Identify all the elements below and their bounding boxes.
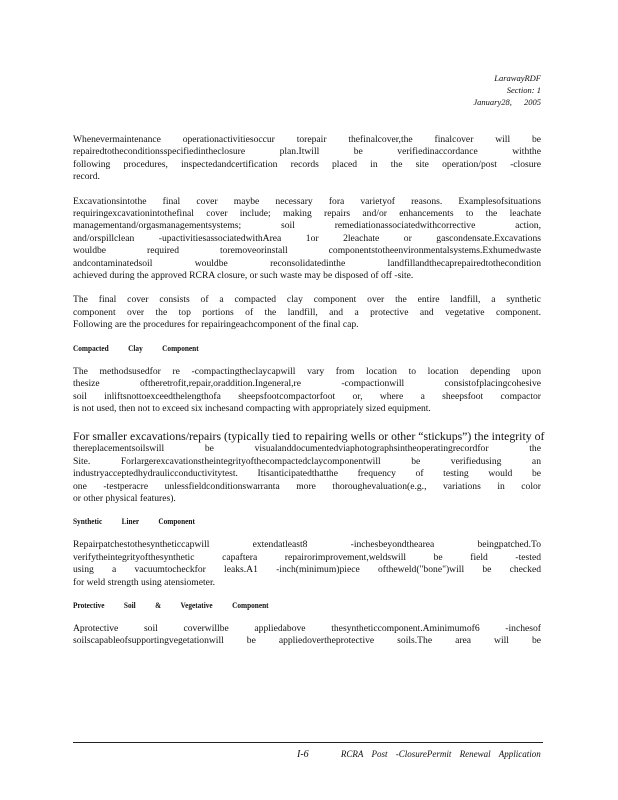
text-line: soilscapableofsupportingvegetationwill be appliedovertheprotective soils.The area will be xyxy=(73,635,541,647)
text-line: thereplacementsoilswill be visualanddocumentedviaphotographsintheoperatingrecordfor the xyxy=(73,443,541,455)
paragraph-final-cover xyxy=(73,294,541,331)
text-line: thesize oftheretrofit,repair,oraddition.Ingeneral,re -compactionwill consistofplacingcohesive xyxy=(73,378,541,390)
document-body xyxy=(73,134,545,660)
text-line: verifytheintegrityofthesynthetic capaftera repairorimprovement,weldswill be field -tested xyxy=(73,551,541,563)
text-line: for weld strength using atensiometer. xyxy=(73,576,216,588)
paragraph-compacted-clay xyxy=(73,366,541,416)
header-facility: LarawayRDF xyxy=(494,73,541,83)
footer-divider xyxy=(73,742,543,743)
smaller-excavations-line: For smaller excavations/repairs (typically tied to repairing wells or other “stickups”) the integrity of xyxy=(73,429,545,444)
text-line: soil inliftsnottoexceedthelengthofa sheepsfootcompactorfoot or, where a sheepsfoot compactor xyxy=(73,390,541,402)
paragraph-replacement-soils xyxy=(73,443,541,505)
text-line: using a vacuumtocheckfor leaks.A1 -inch(minimum)piece oftheweld("bone")will be checked xyxy=(73,564,541,576)
text-line: component over the top portions of the landfill, and a protective and vegetative component. xyxy=(73,306,541,318)
paragraph-protective-soil xyxy=(73,623,541,648)
text-line: Whenevermaintenance operationactivitiesoccur torepair thefinalcover,the finalcover will be xyxy=(73,134,541,145)
text-line: achieved during the approved RCRA closure, or such waste may be disposed of off -site. xyxy=(73,270,414,282)
section-heading-compacted-clay: Compacted Clay Component xyxy=(73,343,199,353)
paragraph-excavations xyxy=(73,196,541,283)
paragraph-synthetic-liner xyxy=(73,539,541,589)
page-header xyxy=(473,72,541,108)
text-line: Repairpatchestothesyntheticcapwill extendatleast8 -inchesbeyondthearea beingpatched.To xyxy=(73,539,541,551)
footer-title: RCRA Post -ClosurePermit Renewal Application xyxy=(340,749,541,759)
header-date: January28, 2005 xyxy=(473,97,541,107)
text-line: Site. Forlargerexcavationstheintegrityofthecompactedclaycomponentwill be verifiedusing an xyxy=(73,455,541,467)
page-number: I-6 xyxy=(297,749,309,760)
text-line: andcontaminatedsoil wouldbe reconsolidatedinthe landfillandthecaprepairedtothecondition xyxy=(73,257,541,269)
text-line: or other physical features). xyxy=(73,492,176,504)
text-line: one -testperacre unlessfieldconditionswarranta more thoroughevaluation(e.g., variations in color xyxy=(73,480,541,492)
text-line: Following are the procedures for repairingeachcomponent of the final cap. xyxy=(73,319,359,331)
paragraph-maintenance xyxy=(73,134,541,184)
header-section: Section: 1 xyxy=(506,85,541,95)
text-line: requiringexcavationintothefinal cover include; making repairs and/or enhancements to the leachate xyxy=(73,208,541,220)
text-line: following procedures, inspectedandcertification records placed in the site operation/post -closure xyxy=(73,158,541,170)
text-line: repairedtotheconditionsspecifiedintheclosure plan.Itwill be verifiedinaccordance withthe xyxy=(73,146,541,158)
section-heading-protective-soil: Protective Soil & Vegetative Component xyxy=(73,600,269,610)
page-footer xyxy=(297,749,541,760)
text-line: record. xyxy=(73,171,100,183)
text-line: is not used, then not to exceed six inchesand compacting with appropriately sized equipment. xyxy=(73,402,431,414)
text-line: industryacceptedhydraulicconductivitytest. Itisanticipatedthatthe frequency of testing would be xyxy=(73,468,541,480)
text-line: wouldbe required toremoveorinstall componentstotheenvironmentalsystems.Exhumedwaste xyxy=(73,245,541,257)
text-line: Aprotective soil coverwillbe appliedabove thesyntheticcomponent.Aminimumof6 -inchesof xyxy=(73,622,541,634)
text-line: and/orspillclean -upactivitiesassociatedwithArea 1or 2leachate or gascondensate.Excavations xyxy=(73,232,541,244)
text-line: The final cover consists of a compacted clay component over the entire landfill, a synthetic xyxy=(73,294,541,306)
text-line: managementand/orgasmanagementsystems; soil remediationassociatedwithcorrective action, xyxy=(73,220,541,232)
text-line: The methodsusedfor re -compactingtheclaycapwill vary from location to location depending upon xyxy=(73,365,541,377)
text-line: Excavationsintothe final cover maybe necessary fora varietyof reasons. Examplesofsituations xyxy=(73,195,541,207)
section-heading-synthetic-liner: Synthetic Liner Component xyxy=(73,517,195,527)
